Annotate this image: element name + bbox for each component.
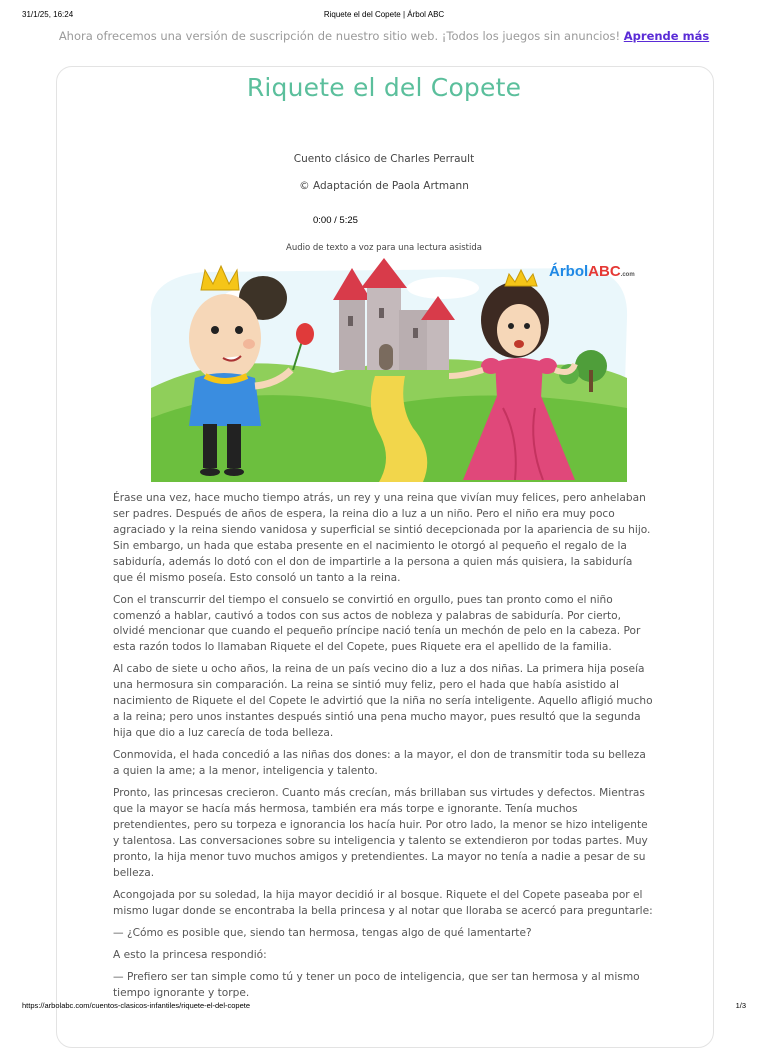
print-footer bbox=[22, 1001, 746, 1013]
story-paragraph: Conmovida, el hada concedió a las niñas dos dones: a la mayor, el don de transmitir toda su belleza a quien la ame; a la menor, inteligencia y talento. bbox=[113, 749, 646, 778]
story-paragraph: Con el transcurrir del tiempo el consuelo se convirtió en orgullo, pues tan pronto como el niño comenzó a hablar, cautivó a todos con sus actos de nobleza y palabras de sabiduría. Por cierto, olvidé mencionar que cuando el pequeño príncipe nació tenía un mechón de pelo en la cabeza. Por esta razón todos lo llamaban Riquete el del Copete, pues Riquete era el apellido de la familia. bbox=[113, 593, 641, 654]
story-paragraph: — ¿Cómo es posible que, siendo tan hermosa, tengas algo de qué lamentarte? bbox=[113, 926, 532, 939]
story-paragraph: Pronto, las princesas crecieron. Cuanto más crecían, más brillaban sus virtudes y defectos. Mientras que la mayor se hacía más hermosa, también era más torpe e ignorante. Tenía muchos pretendientes, pero su torpeza e ignorancia los hacía huir. Por otro lado, la menor se hizo inteligente y talentosa. Las conversaciones sobre su inteligencia y talento se extendieron por todas partes. Muy pronto, la hija menor tuvo muchos amigos y pretendientes. La mayor no tenía a nadie a pesar de su belleza. bbox=[113, 787, 648, 879]
story-title: Riquete el del Copete bbox=[246, 73, 522, 102]
story-paragraph: Acongojada por su soledad, la hija mayor decidió ir al bosque. Riquete el del Copete paseaba por el mismo lugar donde se encontraba la bella princesa y al notar que lloraba se acercó para preguntarle: bbox=[113, 888, 653, 917]
story-paragraph: Érase una vez, hace mucho tiempo atrás, un rey y una reina que vivían muy felices, pero anhelaban ser padres. Después de años de espera, la reina dio a luz a un niño. Pero el niño era muy poco agraciado y la reina siendo vanidosa y superficial se sintió decepcionada por la apariencia de su hijo. Sin embargo, un hada que estaba presente en el nacimiento le otorgó al pequeño el regalo de la sabiduría, además lo dotó con el don de impartirle a la persona a quien más quisiera, la sabiduría que él mismo poseía. Esto consoló un tanto a la reina. bbox=[113, 492, 651, 584]
print-header bbox=[22, 10, 746, 22]
audio-caption: Audio de texto a voz para una lectura asistida bbox=[286, 243, 482, 253]
subscription-banner bbox=[0, 29, 768, 43]
print-page-number: 1/3 bbox=[735, 1001, 746, 1010]
learn-more-link[interactable]: Aprende más bbox=[623, 29, 710, 43]
print-page-title: Riquete el del Copete | Árbol ABC bbox=[323, 10, 445, 19]
audio-player-time[interactable]: 0:00 / 5:25 bbox=[313, 215, 358, 226]
story-paragraph: Al cabo de siete u ocho años, la reina de un país vecino dio a luz a dos niñas. La primera hija poseía una hermosura sin comparación. La reina se sintió muy feliz, pero el hada que había asistido al nacimiento de Riquete el del Copete le advirtió que la niña no sería inteligente. Aquello afligió mucho a la reina; pero unos instantes después sintió una pena mucho mayor, pues resultó que la segunda hija que dio a luz carecía de toda belleza. bbox=[113, 663, 653, 740]
story-illustration bbox=[143, 258, 635, 484]
story-paragraph: A esto la princesa respondió: bbox=[113, 948, 267, 961]
print-url: https://arbolabc.com/cuentos-clasicos-infantiles/riquete-el-del-copete bbox=[22, 1001, 251, 1010]
story-body bbox=[113, 491, 653, 1008]
arbolabc-logo: ÁrbolABC.com bbox=[549, 263, 635, 280]
print-date: 31/1/25, 16:24 bbox=[22, 10, 74, 19]
story-author: Cuento clásico de Charles Perrault bbox=[293, 153, 475, 165]
banner-text: Ahora ofrecemos una versión de suscripción de nuestro sitio web. ¡Todos los juegos sin anuncios! bbox=[58, 29, 621, 43]
story-adaptation: © Adaptación de Paola Artmann bbox=[299, 180, 469, 192]
story-paragraph: — Prefiero ser tan simple como tú y tener un poco de inteligencia, que ser tan hermosa y al mismo tiempo ignorante y torpe. bbox=[113, 970, 640, 999]
